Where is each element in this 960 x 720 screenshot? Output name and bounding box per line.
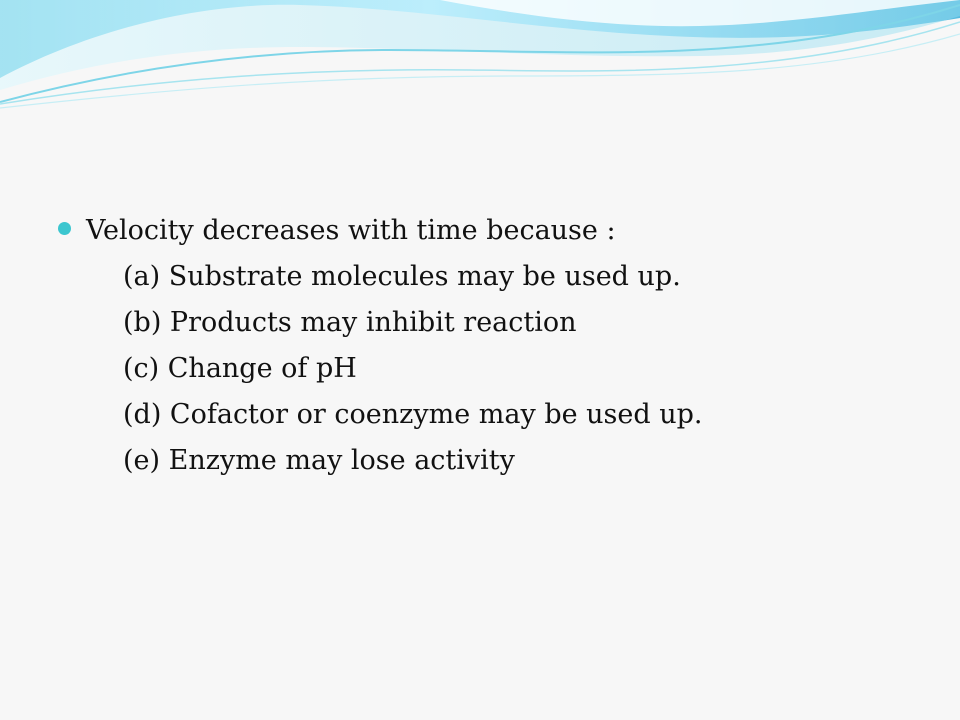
cause-list-item-b: (b) Products may inhibit reaction xyxy=(123,307,577,338)
bullet-dot-icon xyxy=(58,222,71,235)
cause-list-item-a: (a) Substrate molecules may be used up. xyxy=(123,261,681,292)
slide-content xyxy=(58,208,918,484)
cause-list-item-c: (c) Change of pH xyxy=(123,353,357,384)
decorative-header-wave xyxy=(0,0,960,120)
cause-list-item-e: (e) Enzyme may lose activity xyxy=(123,445,515,476)
cause-list-item-d: (d) Cofactor or coenzyme may be used up. xyxy=(123,399,703,430)
main-bullet-point xyxy=(58,208,918,254)
main-point-text: Velocity decreases with time because : xyxy=(86,215,616,246)
cause-list xyxy=(58,254,918,484)
